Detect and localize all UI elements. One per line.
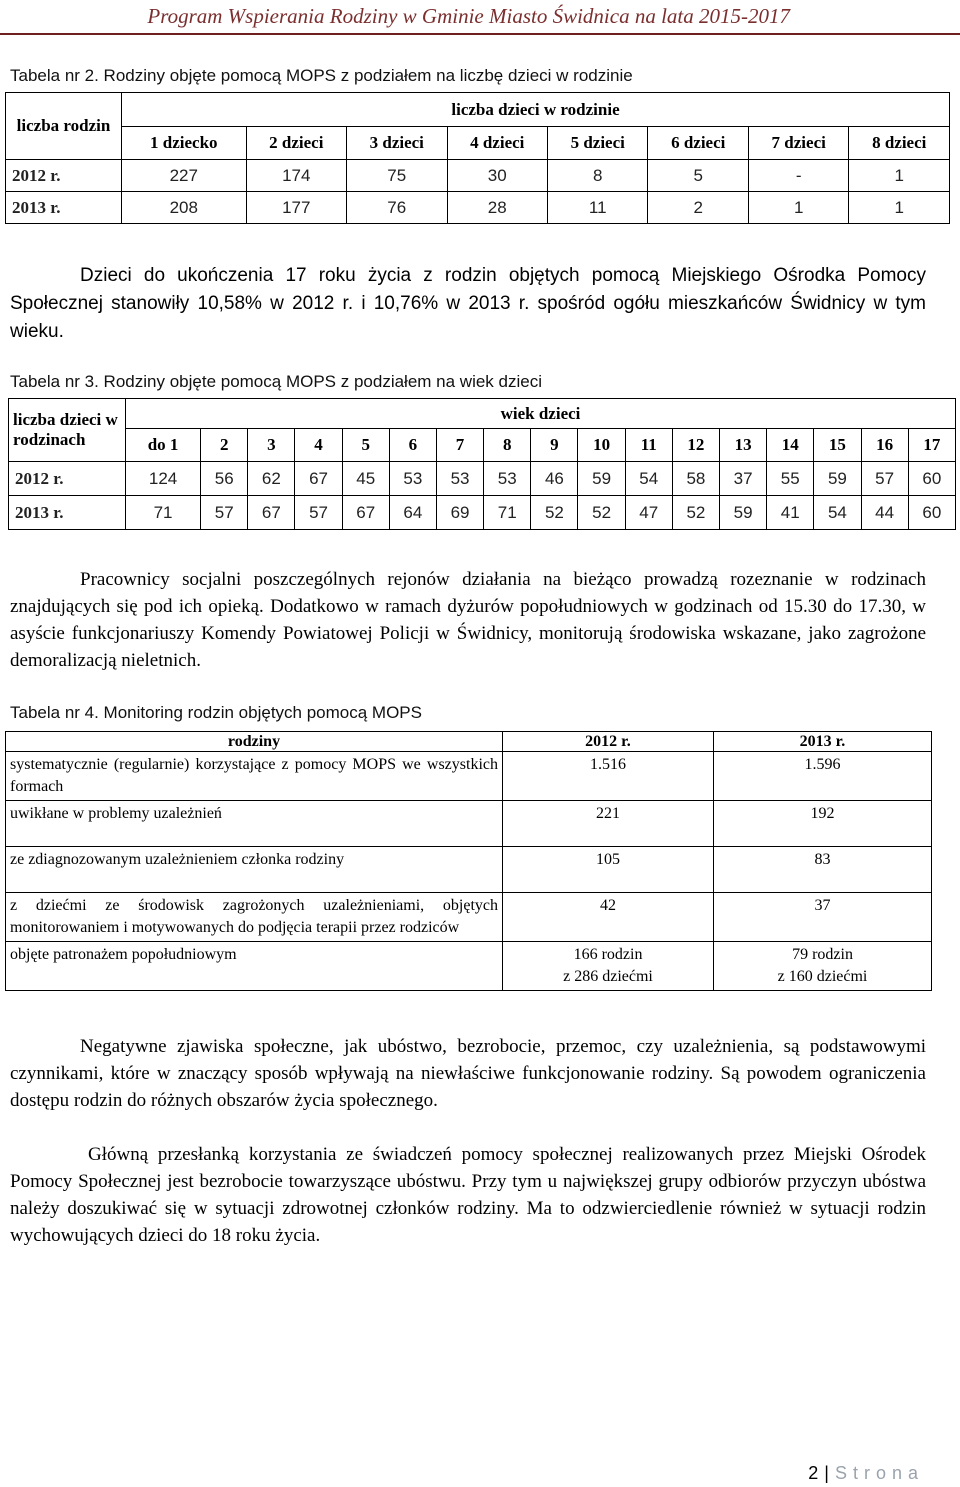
table-cell: 59 [578,462,625,496]
table3-col-header: 17 [908,429,955,462]
table2-col-header: 8 dzieci [849,127,950,160]
table-cell: 1 [849,160,950,192]
row-year: 2012 r. [9,462,126,496]
page-header [0,0,960,35]
table4-label: uwikłane w problemy uzależnień [6,801,503,847]
row-year: 2012 r. [6,160,122,192]
table-row [6,752,932,801]
table-cell: 45 [342,462,389,496]
table-cell: 60 [908,496,955,530]
paragraph-2: Pracownicy socjalni poszczególnych rejonów działania na bieżąco prowadzą rozeznanie w rodzinach znajdujących się pod ich opieką. Dodatkowo w ramach dyżurów popołudniowych w godzinach od 15.30 do 17.30, w asyście funkcjonariuszy Komendy Powiatowej Policji w Świdnicy, monitorują środowiska wskazane, jako zagrożone demoralizacją nieletnich. [10,569,926,671]
table2-col-header: 3 dzieci [347,127,447,160]
table-cell: 71 [126,496,201,530]
table4-value-2012: 221 [503,801,714,847]
table3-col-header: 13 [720,429,767,462]
paragraph-3: Negatywne zjawiska społeczne, jak ubóstwo, bezrobocie, przemoc, czy uzależnienia, są podstawowymi czynnikami, które w znaczący sposób wpływają na niewłaściwe funkcjonowanie rodziny. Są powodem ograniczenia dostępu rodzin do różnych obszarów życia społecznego. [10,1036,926,1111]
table3-col-header: 10 [578,429,625,462]
table4-value-2012-line1: 166 rodzin [573,946,643,963]
table-cell: 75 [347,160,447,192]
table-cell: 54 [625,462,672,496]
table3-col-header: 11 [625,429,672,462]
table4-value-2012: 105 [503,847,714,893]
table3-col-header: 7 [436,429,483,462]
table4-caption: Tabela nr 4. Monitoring rodzin objętych pomocą MOPS [10,703,422,722]
table-cell: 5 [648,160,748,192]
table3-col-header: 8 [484,429,531,462]
row-year: 2013 r. [6,192,122,224]
table3-row-header: liczba dzieci w rodzinach [9,399,126,462]
table3 [8,398,956,530]
table-cell: 54 [814,496,861,530]
table4-value-2013: 37 [714,893,932,942]
table-cell: 56 [201,462,248,496]
table4-label: ze zdiagnozowanym uzależnieniem członka rodziny [6,847,503,893]
table2 [5,92,950,224]
table4-value-2013: 1.596 [714,752,932,801]
table-row [6,192,950,224]
table-cell: 58 [672,462,719,496]
table-cell: 208 [122,192,247,224]
table-cell: 41 [767,496,814,530]
table-row [6,160,950,192]
table4-value-2013-line1: 79 rodzin [792,946,853,963]
table-cell: 124 [126,462,201,496]
table2-group-header: liczba dzieci w rodzinie [122,93,950,127]
table-cell: 52 [578,496,625,530]
table-cell: 37 [720,462,767,496]
table-cell: 8 [547,160,647,192]
table-cell: 52 [672,496,719,530]
header-title: Program Wspierania Rodziny w Gminie Miasto Świdnica na lata 2015-2017 [147,4,790,28]
table-cell: 53 [484,462,531,496]
table-cell: 59 [720,496,767,530]
table-cell: 11 [547,192,647,224]
table-cell: 76 [347,192,447,224]
table3-col-header: 6 [389,429,436,462]
row-year: 2013 r. [9,496,126,530]
table-cell: 57 [201,496,248,530]
table-cell: 71 [484,496,531,530]
table-cell: 55 [767,462,814,496]
table-cell: 57 [295,496,342,530]
table-cell: 28 [447,192,547,224]
table-cell: - [748,160,848,192]
table-cell: 57 [861,462,908,496]
table-row [6,847,932,893]
table2-col-header: 1 dziecko [122,127,247,160]
table4-label: objęte patronażem popołudniowym [6,942,503,991]
table-cell: 227 [122,160,247,192]
table-row [6,801,932,847]
table4-value-2013: 83 [714,847,932,893]
table-cell: 52 [531,496,578,530]
page-number: 2 [808,1463,819,1483]
table-row [9,462,956,496]
table-cell: 53 [436,462,483,496]
table-row [6,942,932,991]
table4-value-2013: 192 [714,801,932,847]
table-cell: 46 [531,462,578,496]
table4-header-families: rodziny [6,732,503,752]
table3-col-header: 12 [672,429,719,462]
page-footer [808,1463,924,1484]
table3-col-header: do 1 [126,429,201,462]
table-cell: 47 [625,496,672,530]
table-cell: 62 [248,462,295,496]
table4-value-2012: 42 [503,893,714,942]
footer-separator: | [824,1463,829,1483]
table3-group-header: wiek dzieci [126,399,956,429]
table-row [9,496,956,530]
table-cell: 174 [246,160,346,192]
table4-header-2013: 2013 r. [714,732,932,752]
table4 [5,731,932,991]
table2-col-header: 2 dzieci [246,127,346,160]
table2-col-header: 4 dzieci [447,127,547,160]
table-cell: 59 [814,462,861,496]
table3-caption: Tabela nr 3. Rodziny objęte pomocą MOPS z podziałem na wiek dzieci [10,372,542,391]
table3-col-header: 15 [814,429,861,462]
paragraph-1: Dzieci do ukończenia 17 roku życia z rodzin objętych pomocą Miejskiego Ośrodka Pomocy Społecznej stanowiły 10,58% w 2012 r. i 10,76% w 2013 r. spośród ogółu mieszkańców Świdnicy w tym wieku. [10,265,926,342]
table-cell: 2 [648,192,748,224]
table4-value-2012-line2: z 286 dziećmi [563,968,653,985]
table3-col-header: 4 [295,429,342,462]
table4-header-2012: 2012 r. [503,732,714,752]
table-cell: 30 [447,160,547,192]
table-cell: 60 [908,462,955,496]
table3-col-header: 9 [531,429,578,462]
table3-col-header: 2 [201,429,248,462]
table-row [6,893,932,942]
table-cell: 44 [861,496,908,530]
footer-word: Strona [834,1463,924,1483]
table2-row-header: liczba rodzin [6,93,122,160]
table3-col-header: 5 [342,429,389,462]
table2-col-header: 7 dzieci [748,127,848,160]
table-cell: 53 [389,462,436,496]
table-cell: 1 [849,192,950,224]
table3-col-header: 3 [248,429,295,462]
table-cell: 67 [295,462,342,496]
table-cell: 1 [748,192,848,224]
table4-value-2013 [714,942,932,991]
table3-col-header: 16 [861,429,908,462]
table4-value-2012 [503,942,714,991]
table2-col-header: 5 dzieci [547,127,647,160]
table-cell: 64 [389,496,436,530]
table-cell: 69 [436,496,483,530]
table3-col-header: 14 [767,429,814,462]
table4-label: systematycznie (regularnie) korzystające z pomocy MOPS we wszystkich formach [6,752,503,801]
table-cell: 67 [248,496,295,530]
table4-value-2012: 1.516 [503,752,714,801]
paragraph-4: Główną przesłanką korzystania ze świadczeń pomocy społecznej realizowanych przez Miejski Ośrodek Pomocy Społecznej jest bezrobocie towarzyszące ubóstwu. Przy tym u największej grupy odbiorów przyczyn ubóstwa należy doszukiwać się w sytuacji zdrowotnej członków rodziny. Ma to odzwierciedlenie również w sytuacji rodzin wychowujących dzieci do 18 roku życia. [10,1144,926,1246]
table-cell: 177 [246,192,346,224]
table-cell: 67 [342,496,389,530]
table2-caption: Tabela nr 2. Rodziny objęte pomocą MOPS z podziałem na liczbę dzieci w rodzinie [10,66,633,85]
table4-value-2013-line2: z 160 dziećmi [777,968,868,985]
table2-col-header: 6 dzieci [648,127,748,160]
table4-label: z dziećmi ze środowisk zagrożonych uzależnieniami, objętych monitorowaniem i motywowanych do podjęcia terapii przez rodziców [6,893,503,942]
